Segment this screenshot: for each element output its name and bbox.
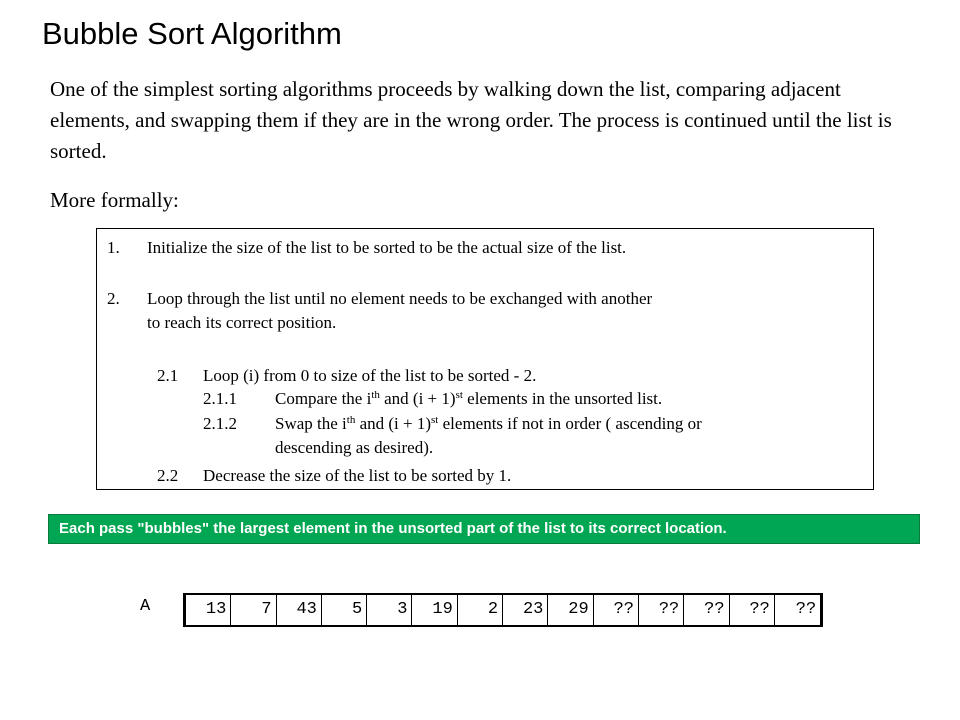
step-2-1-2-continued bbox=[275, 438, 433, 458]
page-title: Bubble Sort Algorithm bbox=[42, 16, 342, 51]
intro-text: One of the simplest sorting algorithms proceeds by walking down the list, comparing adjacent elements, and swapping them if they are in the wrong order. The process is continued until the list is sorted. bbox=[50, 77, 892, 163]
array-cell: 23 bbox=[503, 595, 548, 625]
array-label: A bbox=[140, 597, 151, 616]
step-text: Loop (i) from 0 to size of the list to be sorted - 2. bbox=[203, 366, 537, 385]
step-number: 2. bbox=[107, 289, 120, 308]
intro-paragraph bbox=[50, 74, 910, 167]
array-cell: ?? bbox=[594, 595, 639, 625]
array-cell: 13 bbox=[186, 595, 231, 625]
array-cell: 2 bbox=[458, 595, 503, 625]
step-text: descending as desired). bbox=[275, 438, 434, 457]
step-number: 2.1.1 bbox=[203, 389, 237, 408]
bubble-note-banner: Each pass "bubbles" the largest element in the unsorted part of the list to its correct location. bbox=[48, 514, 920, 544]
step-number: 2.2 bbox=[157, 466, 179, 485]
step-2-continued bbox=[147, 313, 336, 333]
step-text: Initialize the size of the list to be sorted to be the actual size of the list. bbox=[147, 238, 627, 257]
step-number: 1. bbox=[107, 238, 120, 257]
step-number: 2.1.2 bbox=[203, 414, 237, 433]
formal-label: More formally: bbox=[50, 188, 179, 212]
array-cells bbox=[183, 593, 823, 627]
array-cell: ?? bbox=[639, 595, 684, 625]
array-cell: 3 bbox=[367, 595, 412, 625]
array-cell: 43 bbox=[277, 595, 322, 625]
algorithm-steps-box bbox=[96, 228, 874, 490]
step-text: Loop through the list until no element needs to be exchanged with another bbox=[147, 289, 653, 308]
step-text: Swap the $i^{th}$ and $(i + 1)^{st}$ elements if not in order ( ascending or bbox=[275, 414, 702, 433]
step-text: Compare the $i^{th}$ and $(i + 1)^{st}$ elements in the unsorted list. bbox=[275, 389, 663, 408]
array-cell: 19 bbox=[412, 595, 457, 625]
array-cell: ?? bbox=[684, 595, 729, 625]
step-number: 2.1 bbox=[157, 366, 179, 385]
step-text: Decrease the size of the list to be sorted by 1. bbox=[203, 466, 512, 485]
array-cell: 7 bbox=[231, 595, 276, 625]
array-cell: 29 bbox=[548, 595, 593, 625]
array-cell: ?? bbox=[730, 595, 775, 625]
array-cell: 5 bbox=[322, 595, 367, 625]
array-cell: ?? bbox=[795, 600, 817, 619]
step-text: to reach its correct position. bbox=[147, 313, 337, 332]
